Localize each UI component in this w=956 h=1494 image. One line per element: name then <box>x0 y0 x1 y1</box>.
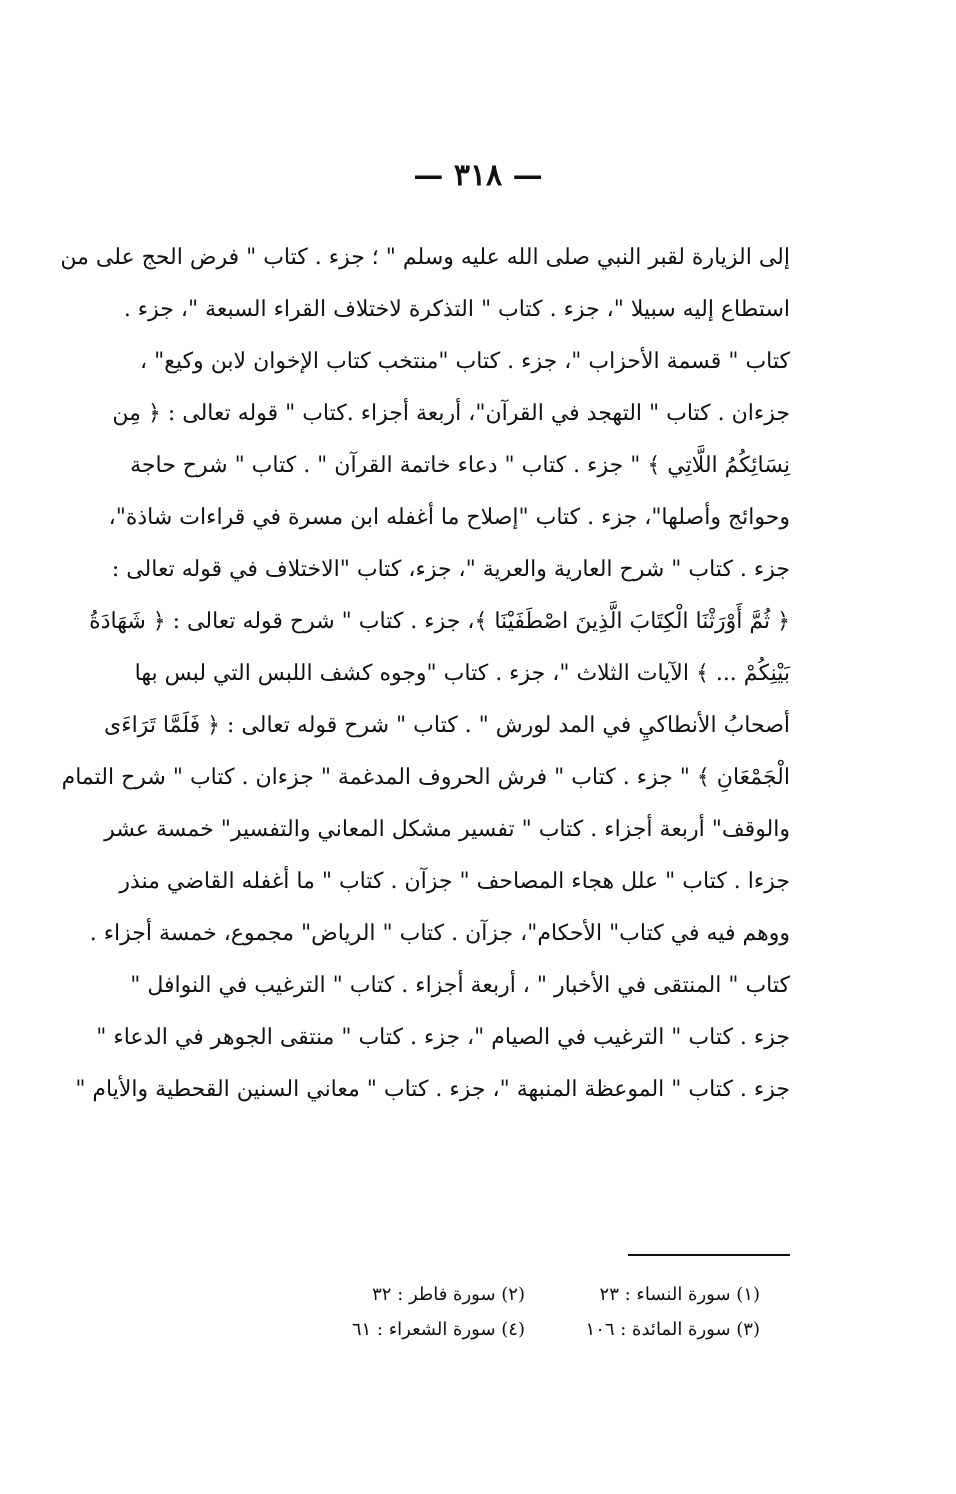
text-line: بَيْنِكُمْ ... ﴾ الآيات الثلاث "، جزء . كتاب "وجوه كشف اللبس التي لبس بها <box>134 661 790 686</box>
text-line: ووهم فيه في كتاب" الأحكام"، جزآن . كتاب " الرياض" مجموع، خمسة أجزاء . <box>89 921 790 946</box>
text-line: نِسَائِكُمُ اللَّاتِي ﴾ " جزء . كتاب " دعاء خاتمة القرآن " . كتاب " شرح حاجة <box>130 453 790 478</box>
body-text <box>60 232 790 1116</box>
text-line: وحوائج وأصلها"، جزء . كتاب "إصلاح ما أغفله ابن مسرة في قراءات شاذة"، <box>108 505 790 530</box>
text-line: استطاع إليه سبيلا "، جزء . كتاب " التذكرة لاختلاف القراء السبعة "، جزء . <box>123 297 790 322</box>
text-line: ﴿ ثُمَّ أَوْرَثْنَا الْكِتَابَ الَّذِينَ اصْطَفَيْنَا ﴾، جزء . كتاب " شرح قوله تعالى : ﴿ شَهَادَةُ <box>89 609 790 634</box>
text-line: جزء . كتاب " الترغيب في الصيام "، جزء . كتاب " منتقى الجوهر في الدعاء " <box>96 1025 790 1050</box>
text-line: إلى الزيارة لقبر النبي صلى الله عليه وسلم " ؛ جزء . كتاب " فرض الحج على من <box>60 245 790 270</box>
footnote-4: (٤) سورة الشعراء : ٦١ <box>351 1319 525 1340</box>
page-number: — ٣١٨ — <box>413 158 543 193</box>
footnote-1: (١) سورة النساء : ٢٣ <box>599 1284 760 1305</box>
text-line: جزءان . كتاب " التهجد في القرآن"، أربعة أجزاء .كتاب " قوله تعالى : ﴿ مِن <box>112 401 790 426</box>
footnote-2: (٢) سورة فاطر : ٣٢ <box>372 1284 525 1305</box>
text-line: الْجَمْعَانِ ﴾ " جزء . كتاب " فرش الحروف المدغمة " جزءان . كتاب " شرح التمام <box>61 765 790 790</box>
text-line: والوقف" أربعة أجزاء . كتاب " تفسير مشكل المعاني والتفسير" خمسة عشر <box>104 817 790 842</box>
text-line: جزءا . كتاب " علل هجاء المصاحف " جزآن . كتاب " ما أغفله القاضي منذر <box>119 869 790 894</box>
text-line: جزء . كتاب " شرح العارية والعرية "، جزء، كتاب "الاختلاف في قوله تعالى : <box>111 557 790 582</box>
footnote-divider <box>628 1254 790 1256</box>
text-line: كتاب " المنتقى في الأخبار " ، أربعة أجزاء . كتاب " الترغيب في النوافل " <box>130 973 790 998</box>
text-line: كتاب " قسمة الأحزاب "، جزء . كتاب "منتخب كتاب الإخوان لابن وكيع" ، <box>140 349 790 374</box>
text-line: جزء . كتاب " الموعظة المنبهة "، جزء . كتاب " معاني السنين القحطية والأيام " <box>75 1077 790 1102</box>
text-line: أصحابُ الأنطاكيِ في المد لورش " . كتاب " شرح قوله تعالى : ﴿ فَلَمَّا تَرَاءَى <box>104 713 790 738</box>
footnote-3: (٣) سورة المائدة : ١٠٦ <box>585 1319 760 1340</box>
footnotes <box>330 1284 760 1340</box>
